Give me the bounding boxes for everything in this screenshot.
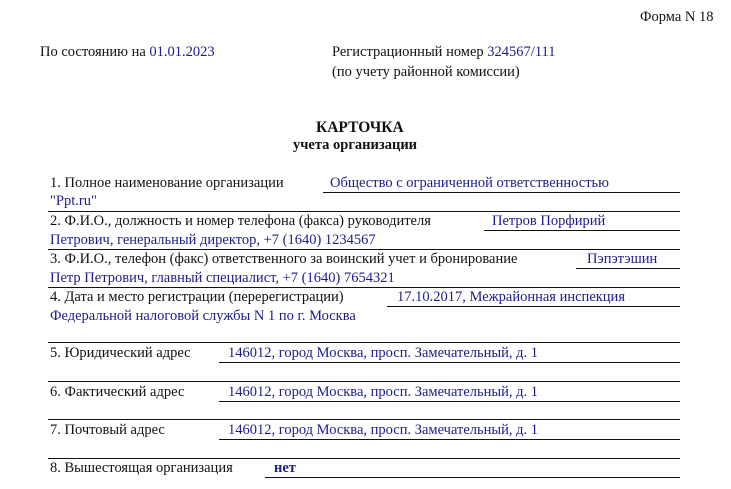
as-of-date [40,44,215,61]
field-4-value-cont: Федеральной налоговой службы N 1 по г. Москва [50,308,356,324]
divider [48,342,680,343]
page-subtitle: учета организации [293,137,418,153]
registration-value: 324567/111 [487,44,556,60]
divider [48,211,680,212]
field-7-label: 7. Почтовый адрес [50,422,165,438]
field-8-underline [265,477,680,478]
field-6-underline [219,401,680,402]
field-4-value: 17.10.2017, Межрайонная инспекция [397,289,625,305]
field-4-underline [387,306,680,307]
field-2-label: 2. Ф.И.О., должность и номер телефона (факса) руководителя [50,213,431,229]
divider [48,249,680,250]
field-8-label: 8. Вышестоящая организация [50,460,233,476]
form-number: Форма N 18 [640,9,714,25]
field-3-value-cont: Петр Петрович, главный специалист, +7 (1640) 7654321 [50,270,395,286]
field-2-value: Петров Порфирий [492,213,606,229]
field-2-underline [484,230,680,231]
field-1-value-cont: "Ppt.ru" [50,193,97,209]
field-7-value: 146012, город Москва, просп. Замечательный, д. 1 [228,422,539,438]
field-6-label: 6. Фактический адрес [50,384,185,400]
divider [48,381,680,382]
field-2-value-cont: Петрович, генеральный директор, +7 (1640) 1234567 [50,232,376,248]
registration-note: (по учету районной комиссии) [332,64,520,80]
field-5-underline [219,362,680,363]
field-6-value: 146012, город Москва, просп. Замечательный, д. 1 [228,384,539,400]
page-title: КАРТОЧКА [316,119,404,136]
field-4-label: 4. Дата и место регистрации (перерегистрации) [50,289,344,305]
field-3-underline [576,268,680,269]
field-3-label: 3. Ф.И.О., телефон (факс) ответственного за воинский учет и бронирование [50,251,518,267]
divider [48,287,680,288]
field-5-label: 5. Юридический адрес [50,345,191,361]
registration-label: Регистрационный номер [332,44,484,60]
field-1-value: Общество с ограниченной ответственностью [330,175,609,191]
field-8-value: нет [274,460,296,476]
registration-number [332,44,556,61]
as-of-value: 01.01.2023 [149,44,215,60]
field-3-value: Пэпэтэшин [587,251,658,267]
field-7-underline [219,439,680,440]
field-1-label: 1. Полное наименование организации [50,175,284,191]
as-of-label: По состоянию на [40,44,146,60]
field-1-underline [323,192,680,193]
divider [48,458,680,459]
field-5-value: 146012, город Москва, просп. Замечательный, д. 1 [228,345,539,361]
divider [48,419,680,420]
